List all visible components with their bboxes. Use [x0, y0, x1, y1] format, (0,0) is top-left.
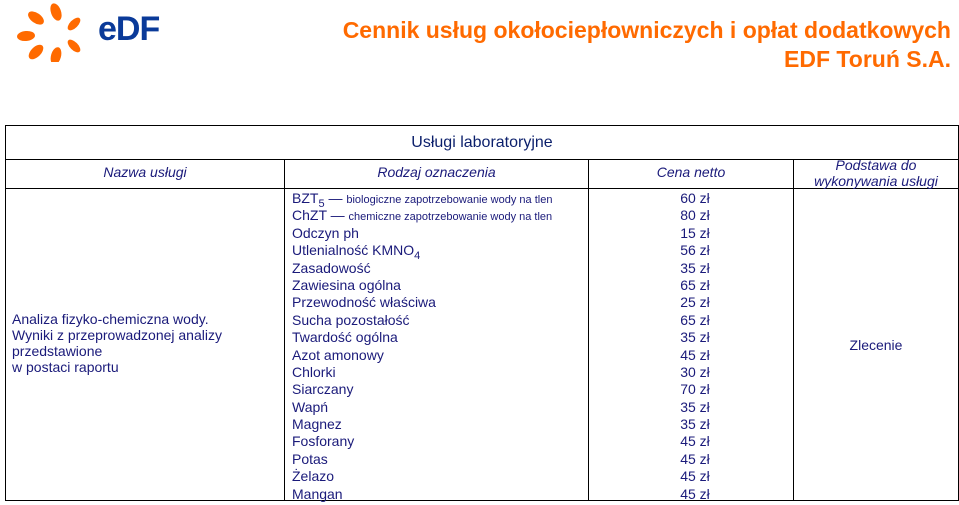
logo-wordmark: eDF: [98, 10, 160, 48]
analysis-name: Siarczany: [292, 381, 354, 398]
analysis-row: [292, 381, 592, 398]
analysis-row: [292, 207, 592, 224]
page-title: [211, 16, 951, 74]
service-description: Analiza fizyko-chemiczna wody. Wyniki z przeprowadzonej analizy przedstawione w postaci raportu: [12, 311, 222, 375]
analysis-row: [292, 190, 592, 210]
price-cell: 45 zł: [680, 346, 710, 363]
col-header-service: Nazwa usługi: [103, 164, 187, 180]
analysis-description: biologiczne zapotrzebowanie wody na tlen: [346, 194, 553, 206]
price-cell: 56 zł: [680, 242, 710, 259]
analysis-row: [292, 486, 592, 503]
analysis-name: Magnez: [292, 416, 342, 433]
title-line-2: EDF Toruń S.A.: [784, 46, 951, 72]
price-cell: 45 zł: [680, 450, 710, 467]
price-cell: 35 zł: [680, 259, 710, 276]
analysis-name: Wapń: [292, 398, 329, 415]
price-list: [595, 190, 795, 503]
analysis-name: Zawiesina ogólna: [292, 276, 401, 293]
analysis-name: Żelazo: [292, 468, 335, 485]
price-cell: 35 zł: [680, 416, 710, 433]
analysis-name: Odczyn ph: [292, 224, 359, 241]
analysis-row: [292, 242, 592, 262]
analysis-row: [292, 277, 592, 294]
analysis-list: [292, 190, 592, 503]
analysis-row: [292, 451, 592, 468]
analysis-name: Sucha pozostałość: [292, 311, 410, 328]
price-cell: 80 zł: [680, 207, 710, 224]
analysis-row: [292, 364, 592, 381]
section-title: Usługi laboratoryjne: [6, 126, 958, 160]
analysis-row: [292, 468, 592, 485]
analysis-subscript: 5: [318, 197, 325, 210]
analysis-name: Azot amonowy: [292, 346, 384, 363]
analysis-row: [292, 433, 592, 450]
price-cell: 45 zł: [680, 433, 710, 450]
analysis-row: [292, 416, 592, 433]
analysis-name: ChZT: [292, 207, 327, 224]
analysis-row: [292, 260, 592, 277]
analysis-row: [292, 312, 592, 329]
price-cell: 15 zł: [680, 224, 710, 241]
col-header-price: Cena netto: [656, 164, 726, 180]
analysis-name: Potas: [292, 450, 328, 467]
price-cell: 45 zł: [680, 485, 710, 502]
dash: —: [326, 207, 349, 224]
price-table: [5, 125, 959, 501]
price-cell: 35 zł: [680, 329, 710, 346]
analysis-name: Chlorki: [292, 363, 336, 380]
analysis-subscript: 4: [414, 249, 421, 262]
analysis-name: Twardość ogólna: [292, 329, 398, 346]
col-header-type: Rodzaj oznaczenia: [377, 164, 496, 180]
col-header-basis: Podstawa do wykonywania usługi: [814, 157, 938, 189]
edf-logo: [14, 2, 164, 62]
price-cell: 65 zł: [680, 276, 710, 293]
analysis-name: Zasadowość: [292, 259, 371, 276]
analysis-row: [292, 225, 592, 242]
analysis-name: BZT: [292, 190, 319, 206]
analysis-name: Utlenialność KMNO: [292, 242, 415, 259]
analysis-row: [292, 294, 592, 311]
analysis-row: [292, 347, 592, 364]
analysis-row: [292, 399, 592, 416]
price-cell: 65 zł: [680, 311, 710, 328]
analysis-name: Mangan: [292, 485, 343, 502]
basis-value: Zlecenie: [849, 337, 903, 353]
edf-sun-icon: [14, 2, 94, 62]
price-cell: 35 zł: [680, 398, 710, 415]
price-cell: 70 zł: [680, 381, 710, 398]
analysis-description: chemiczne zapotrzebowanie wody na tlen: [348, 211, 553, 224]
analysis-row: [292, 329, 592, 346]
price-cell: 30 zł: [680, 363, 710, 380]
analysis-name: Przewodność właściwa: [292, 294, 436, 311]
analysis-name: Fosforany: [292, 433, 355, 450]
price-cell: 45 zł: [680, 468, 710, 485]
divider: [284, 159, 285, 500]
price-cell: 25 zł: [680, 294, 710, 311]
title-line-1: Cennik usług okołociepłowniczych i opłat dodatkowych: [342, 17, 951, 43]
price-cell: 60 zł: [680, 190, 710, 206]
dash: —: [324, 190, 347, 206]
